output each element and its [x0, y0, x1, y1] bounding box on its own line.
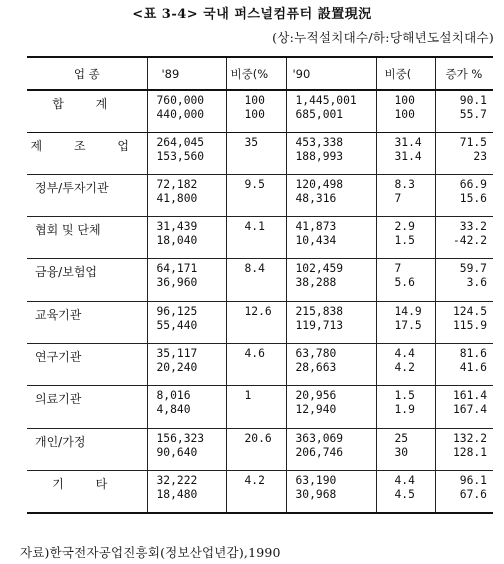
- growth-rate-cell: [435, 132, 493, 174]
- growth-rate-cell: [435, 301, 493, 343]
- count-1989-cumulative: 31,439: [156, 220, 198, 234]
- count-1989-cumulative: 32,222: [156, 473, 198, 487]
- industry-cell: [27, 132, 147, 174]
- count-1990-cumulative: 363,069: [295, 431, 344, 445]
- header-1989: '89: [147, 57, 226, 90]
- share-1990-cell: [376, 386, 435, 428]
- table-row: [27, 470, 493, 512]
- share-1990-cumulative: 1.5: [394, 389, 415, 403]
- share-1989-annual: [227, 446, 286, 460]
- header-share-1990: 비중(: [376, 57, 435, 90]
- count-1990-annual: 119,713: [295, 318, 344, 332]
- table-row: [27, 259, 493, 301]
- share-1989-cell: [226, 386, 286, 428]
- source-note: 자료)한국전자공업진흥회(정보산업년감),1990: [20, 545, 281, 560]
- share-1989-cell: [226, 301, 286, 343]
- industry-cell: [27, 386, 147, 428]
- table-row: [27, 386, 493, 428]
- industry-cell: [27, 90, 147, 132]
- growth-rate-cumulative: 59.7: [459, 262, 487, 276]
- table-row: [27, 90, 493, 132]
- count-1989-cell: [147, 90, 226, 132]
- growth-rate-cumulative: 124.5: [452, 304, 487, 318]
- growth-rate-annual: 67.6: [459, 487, 487, 501]
- growth-rate-cumulative: 161.4: [452, 389, 487, 403]
- count-1990-cell: [286, 386, 376, 428]
- share-1989-cumulative: 35: [244, 135, 259, 149]
- growth-rate-annual: 55.7: [459, 108, 487, 121]
- share-1990-annual: 30: [394, 445, 409, 459]
- share-1990-annual: 5.6: [394, 276, 415, 290]
- share-1989-cell: [226, 428, 286, 470]
- count-1990-cell: [286, 428, 376, 470]
- industry-label: 의료기관: [35, 392, 82, 407]
- share-1989-annual: [227, 488, 286, 502]
- count-1990-annual: 30,968: [295, 487, 337, 501]
- growth-rate-cumulative: 71.5: [459, 135, 487, 149]
- count-1989-cell: [147, 301, 226, 343]
- share-1990-annual: 4.5: [394, 487, 415, 501]
- growth-rate-cell: [435, 386, 493, 428]
- count-1990-cell: [286, 132, 376, 174]
- growth-rate-cumulative: 66.9: [459, 177, 487, 191]
- share-1990-annual: 1.9: [394, 403, 415, 417]
- count-1990-annual: 28,663: [295, 360, 337, 374]
- table-row: [27, 428, 493, 470]
- count-1990-cell: [286, 174, 376, 216]
- share-1990-annual: 4.2: [394, 360, 415, 374]
- count-1989-cumulative: 35,117: [156, 346, 198, 360]
- count-1990-annual: 38,288: [295, 276, 337, 290]
- header-share-1989: 비중(%: [226, 57, 286, 90]
- share-1990-cumulative: 7: [394, 262, 402, 276]
- growth-rate-cumulative: 90.1: [459, 94, 487, 107]
- growth-rate-cumulative: 132.2: [452, 431, 487, 445]
- count-1990-cumulative: 63,780: [295, 346, 337, 360]
- count-1990-annual: 12,940: [295, 403, 337, 417]
- count-1989-annual: 90,640: [156, 445, 198, 459]
- growth-rate-annual: 3.6: [466, 276, 487, 290]
- share-1990-annual: 100: [394, 108, 415, 121]
- growth-rate-annual: 115.9: [452, 318, 487, 332]
- count-1989-cell: [147, 386, 226, 428]
- count-1990-cell: [286, 217, 376, 259]
- share-1989-cell: [226, 90, 286, 132]
- share-1989-cell: [226, 343, 286, 385]
- growth-rate-annual: 128.1: [452, 445, 487, 459]
- share-1990-annual: 1.5: [394, 234, 415, 248]
- count-1990-cumulative: 102,459: [295, 262, 344, 276]
- share-1989-cumulative: 4.6: [244, 346, 265, 360]
- growth-rate-cumulative: 81.6: [459, 346, 487, 360]
- count-1989-cumulative: 96,125: [156, 304, 198, 318]
- count-1990-cell: [286, 259, 376, 301]
- count-1990-cumulative: 63,190: [295, 473, 337, 487]
- growth-rate-annual: -42.2: [452, 234, 487, 248]
- share-1990-cell: [376, 132, 435, 174]
- header-row: [27, 57, 493, 90]
- count-1989-cell: [147, 259, 226, 301]
- count-1989-cell: [147, 470, 226, 512]
- industry-cell: [27, 174, 147, 216]
- share-1990-cell: [376, 174, 435, 216]
- count-1990-cumulative: 453,338: [295, 135, 344, 149]
- table-subtitle: (상:누적설치대수/하:당해년도설치대수): [272, 30, 494, 45]
- industry-label: 금융/보험업: [35, 265, 98, 280]
- header-growth: 증가 %: [435, 57, 493, 90]
- growth-rate-cell: [435, 90, 493, 132]
- header-industry: 업 종: [27, 57, 147, 90]
- growth-rate-annual: 23: [473, 149, 487, 163]
- share-1989-cumulative: 100: [244, 94, 265, 107]
- share-1989-cell: [226, 259, 286, 301]
- count-1989-annual: 153,560: [156, 149, 205, 163]
- growth-rate-cell: [435, 343, 493, 385]
- share-1989-cell: [226, 132, 286, 174]
- share-1989-cumulative: 4.1: [244, 220, 265, 234]
- share-1990-cell: [376, 217, 435, 259]
- share-1990-annual: 17.5: [394, 318, 422, 332]
- share-1990-cumulative: 8.3: [394, 177, 415, 191]
- count-1989-cell: [147, 217, 226, 259]
- industry-label: 개인/가정: [35, 434, 86, 449]
- count-1989-cumulative: 8,016: [156, 389, 191, 403]
- count-1990-cumulative: 1,445,001: [295, 94, 357, 107]
- share-1989-annual: [227, 361, 286, 375]
- share-1989-cell: [226, 217, 286, 259]
- count-1990-cell: [286, 470, 376, 512]
- share-1989-cumulative: 8.4: [244, 262, 265, 276]
- count-1989-annual: 4,840: [156, 403, 191, 417]
- table-title: <표 3-4> 국내 퍼스널컴퓨터 設置現況: [132, 7, 372, 22]
- count-1990-cumulative: 41,873: [295, 220, 337, 234]
- share-1989-cumulative: 1: [244, 389, 252, 403]
- count-1990-cell: [286, 343, 376, 385]
- count-1989-cell: [147, 428, 226, 470]
- industry-cell: [27, 217, 147, 259]
- share-1989-cumulative: 9.5: [244, 177, 265, 191]
- share-1990-cell: [376, 259, 435, 301]
- pc-installation-table: [27, 56, 493, 514]
- share-1989-annual: [227, 234, 286, 248]
- growth-rate-cumulative: 33.2: [459, 220, 487, 234]
- count-1990-annual: 48,316: [295, 191, 337, 205]
- table-row: [27, 132, 493, 174]
- count-1989-annual: 440,000: [156, 108, 205, 121]
- share-1989-annual: [227, 403, 286, 417]
- industry-label: 제 조 업: [30, 138, 143, 153]
- count-1989-annual: 55,440: [156, 318, 198, 332]
- share-1990-cell: [376, 301, 435, 343]
- industry-label: 기 타: [52, 476, 122, 491]
- growth-rate-annual: 15.6: [459, 191, 487, 205]
- share-1990-cumulative: 2.9: [394, 220, 415, 234]
- industry-cell: [27, 470, 147, 512]
- share-1989-cumulative: 12.6: [244, 304, 272, 318]
- growth-rate-cell: [435, 470, 493, 512]
- growth-rate-cell: [435, 428, 493, 470]
- industry-label: 협회 및 단체: [35, 223, 101, 238]
- share-1990-cell: [376, 470, 435, 512]
- growth-rate-cell: [435, 174, 493, 216]
- share-1990-annual: 7: [394, 191, 402, 205]
- industry-cell: [27, 428, 147, 470]
- growth-rate-annual: 167.4: [452, 403, 487, 417]
- count-1989-cumulative: 760,000: [156, 94, 205, 107]
- count-1990-annual: 685,001: [295, 108, 344, 121]
- count-1990-annual: 10,434: [295, 234, 337, 248]
- industry-cell: [27, 301, 147, 343]
- count-1989-cumulative: 156,323: [156, 431, 205, 445]
- share-1990-annual: 31.4: [394, 149, 422, 163]
- table-row: [27, 217, 493, 259]
- share-1990-cumulative: 100: [394, 94, 415, 107]
- growth-rate-cell: [435, 259, 493, 301]
- share-1989-cell: [226, 470, 286, 512]
- header-1990: '90: [286, 57, 376, 90]
- table-row: [27, 343, 493, 385]
- share-1990-cumulative: 4.4: [394, 346, 415, 360]
- share-1989-annual: [227, 319, 286, 333]
- share-1989-cumulative: 4.2: [244, 473, 265, 487]
- count-1990-annual: 206,746: [295, 445, 344, 459]
- industry-label: 연구기관: [35, 349, 82, 364]
- industry-label: 합 계: [52, 97, 122, 111]
- share-1990-cumulative: 4.4: [394, 473, 415, 487]
- count-1989-annual: 36,960: [156, 276, 198, 290]
- growth-rate-cell: [435, 217, 493, 259]
- table-row: [27, 301, 493, 343]
- count-1989-annual: 41,800: [156, 191, 198, 205]
- count-1990-cumulative: 20,956: [295, 389, 337, 403]
- count-1989-annual: 18,480: [156, 487, 198, 501]
- count-1989-annual: 18,040: [156, 234, 198, 248]
- share-1990-cumulative: 25: [394, 431, 409, 445]
- industry-cell: [27, 259, 147, 301]
- share-1989-annual: [227, 192, 286, 206]
- count-1990-annual: 188,993: [295, 149, 344, 163]
- share-1990-cell: [376, 428, 435, 470]
- share-1990-cell: [376, 90, 435, 132]
- growth-rate-annual: 41.6: [459, 360, 487, 374]
- count-1990-cumulative: 120,498: [295, 177, 344, 191]
- share-1990-cell: [376, 343, 435, 385]
- share-1990-cumulative: 31.4: [394, 135, 422, 149]
- count-1989-cell: [147, 343, 226, 385]
- count-1989-cumulative: 64,171: [156, 262, 198, 276]
- table-body: [27, 90, 493, 513]
- share-1989-annual: [227, 150, 286, 164]
- industry-cell: [27, 343, 147, 385]
- count-1989-cell: [147, 132, 226, 174]
- share-1989-cumulative: 20.6: [244, 431, 272, 445]
- share-1990-cumulative: 14.9: [394, 304, 422, 318]
- count-1990-cell: [286, 301, 376, 343]
- count-1990-cumulative: 215,838: [295, 304, 344, 318]
- share-1989-annual: [227, 276, 286, 290]
- count-1989-cell: [147, 174, 226, 216]
- count-1989-cumulative: 264,045: [156, 135, 205, 149]
- growth-rate-cumulative: 96.1: [459, 473, 487, 487]
- count-1989-cumulative: 72,182: [156, 177, 198, 191]
- share-1989-cell: [226, 174, 286, 216]
- industry-label: 정부/투자기관: [35, 180, 109, 195]
- table-row: [27, 174, 493, 216]
- count-1990-cell: [286, 90, 376, 132]
- count-1989-annual: 20,240: [156, 360, 198, 374]
- share-1989-annual: 100: [244, 108, 265, 121]
- industry-label: 교육기관: [35, 307, 82, 322]
